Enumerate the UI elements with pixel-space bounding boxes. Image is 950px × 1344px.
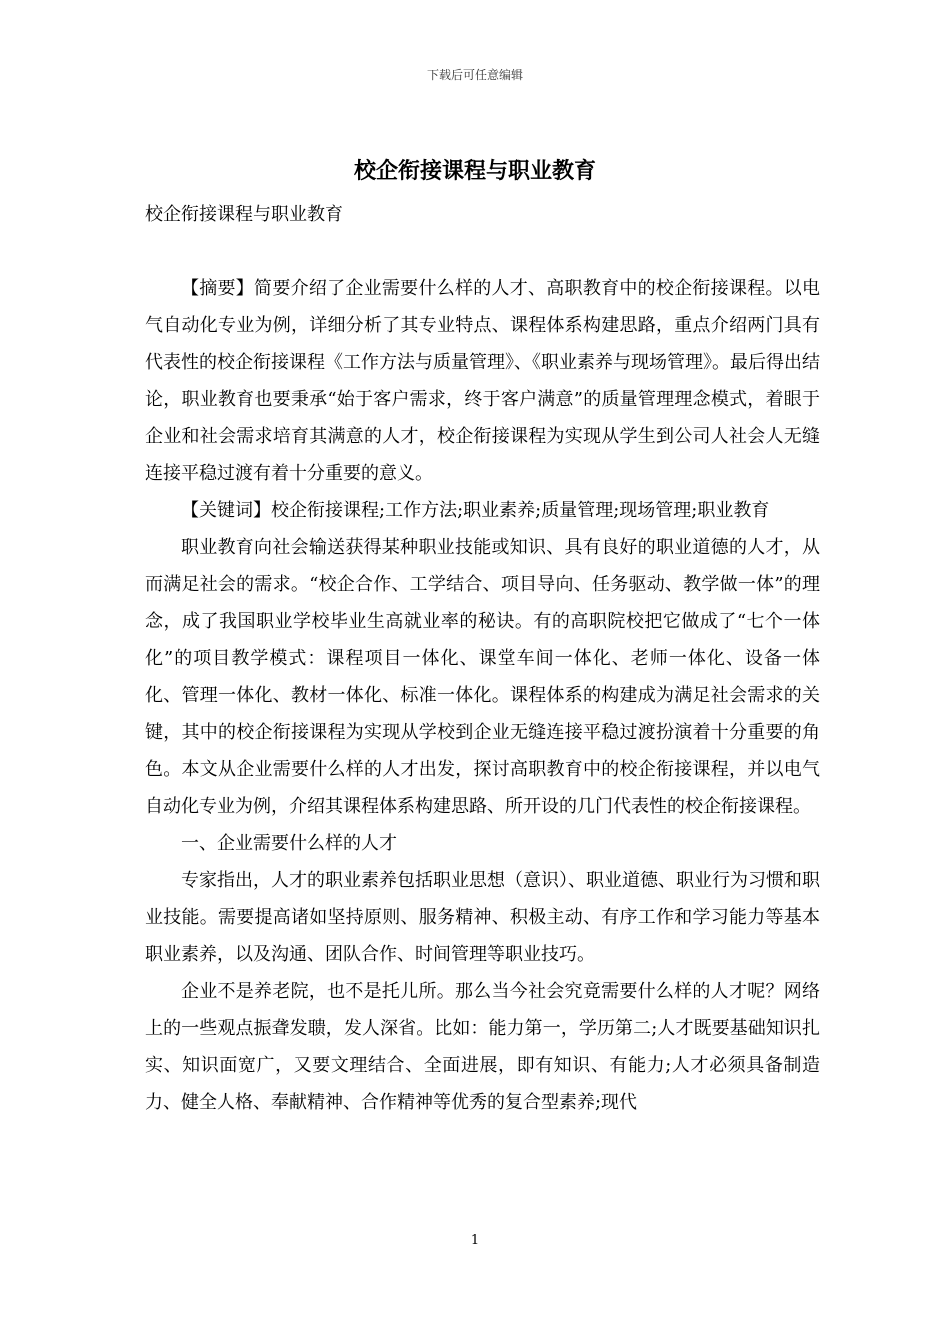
section-heading: 一、企业需要什么样的人才 [181, 833, 397, 854]
document-title: 校企衔接课程与职业教育 [353, 158, 596, 184]
intro-paragraph: 职业教育向社会输送获得某种职业技能或知识、具有良好的职业道德的人才，从而满足社会的需求。“校企合作、工学结合、项目导向、任务驱动、教学做一体”的理念，成了我国职业学校毕业生高就业率的秘诀。有的高职院校把它做成了“七个一体化”的项目教学模式：课程项目一体化、课堂车间一体化、老师一体化、设备一体化、管理一体化、教材一体化、标准一体化。课程体系的构建成为满足社会需求的关键，其中的校企衔接课程为实现从学校到企业无缝连接平稳过渡扮演着十分重要的角色。本文从企业需要什么样的人才出发，探讨高职教育中的校企衔接课程，并以电气自动化专业为例，介绍其课程体系构建思路、所开设的几门代表性的校企衔接课程。 [145, 537, 820, 817]
document-subtitle: 校企衔接课程与职业教育 [145, 204, 343, 225]
header-note: 下载后可任意编辑 [426, 68, 523, 82]
document-body [145, 196, 820, 1121]
abstract-paragraph: 【摘要】简要介绍了企业需要什么样的人才、高职教育中的校企衔接课程。以电气自动化专业为例，详细分析了其专业特点、课程体系构建思路，重点介绍两门具有代表性的校企衔接课程《工作方法与质量管理》、《职业素养与现场管理》。最后得出结论，职业教育也要秉承“始于客户需求，终于客户满意”的质量管理理念模式，着眼于企业和社会需求培育其满意的人才，校企衔接课程为实现从学生到公司人社会人无缝连接平稳过渡有着十分重要的意义。 [145, 278, 820, 484]
enterprise-paragraph: 企业不是养老院，也不是托儿所。那么当今社会究竟需要什么样的人才呢？网络上的一些观点振聋发聩，发人深省。比如：能力第一，学历第二;人才既要基础知识扎实、知识面宽广，又要文理结合、全面进展，即有知识、有能力;人才必须具备制造力、健全人格、奉献精神、合作精神等优秀的复合型素养;现代 [145, 981, 820, 1113]
keywords-paragraph: 【关键词】校企衔接课程;工作方法;职业素养;质量管理;现场管理;职业教育 [181, 500, 770, 521]
experts-paragraph: 专家指出，人才的职业素养包括职业思想（意识）、职业道德、职业行为习惯和职业技能。需要提高诸如坚持原则、服务精神、积极主动、有序工作和学习能力等基本职业素养，以及沟通、团队合作、时间管理等职业技巧。 [145, 870, 820, 965]
page-number: 1 [470, 1233, 480, 1248]
